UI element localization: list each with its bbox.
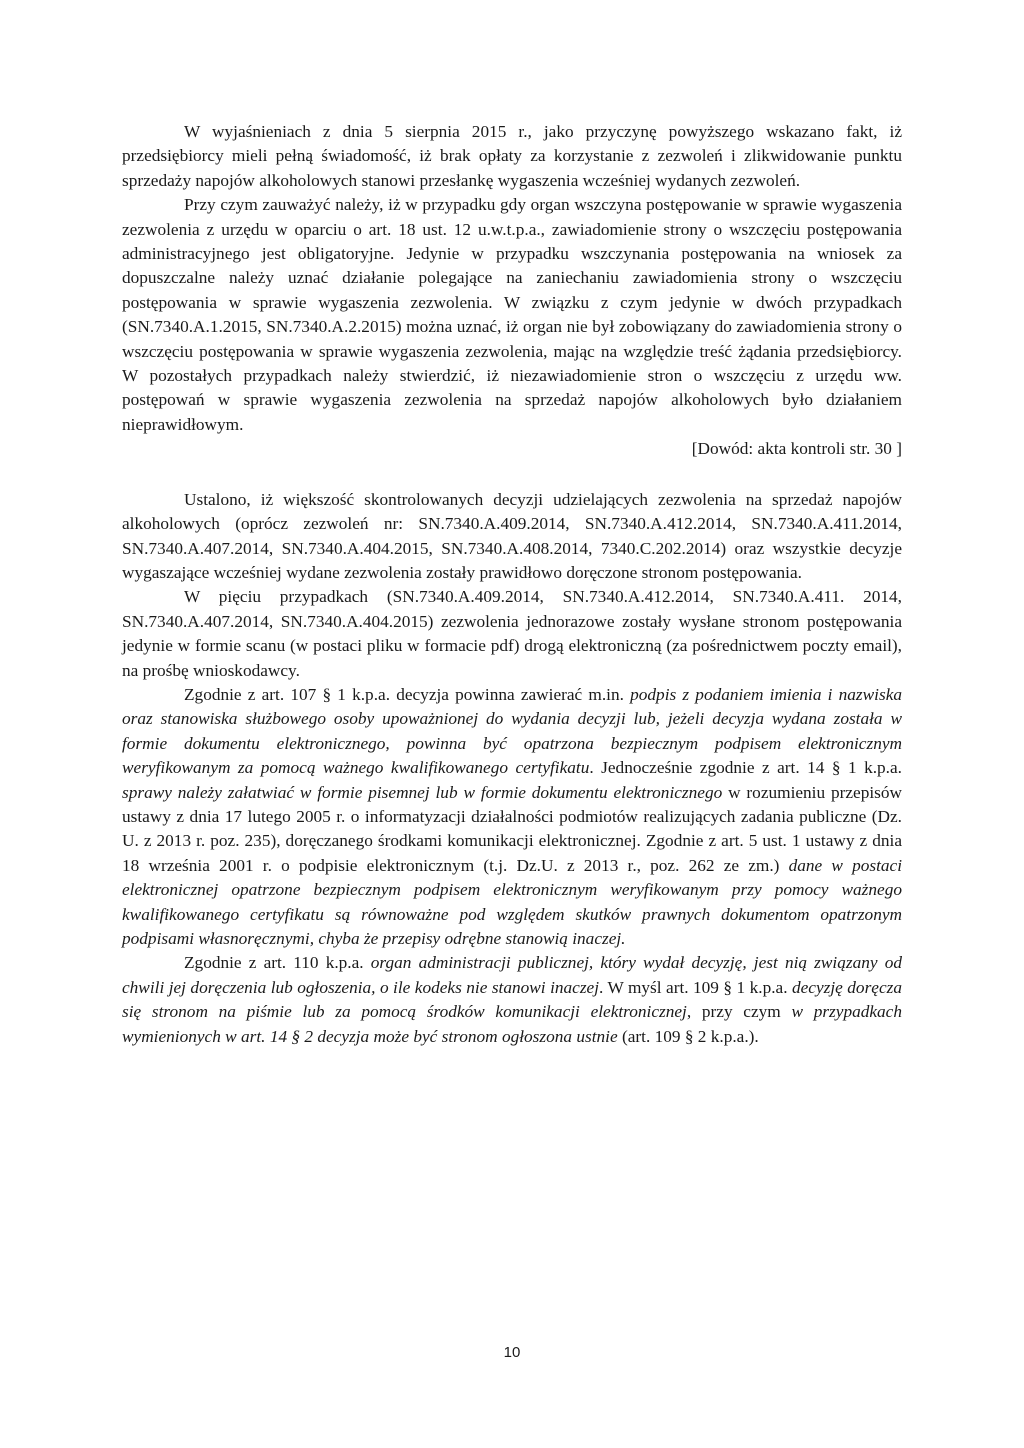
evidence-reference — [122, 437, 902, 461]
quoted-legal-text: organ administracji publicznej, który wydał decyzję, jest nią związany od chwili jej doręczenia lub ogłoszenia, o ile kodeks nie stanowi inaczej — [122, 953, 902, 997]
text-run: Przy czym zauważyć należy, iż w przypadku gdy organ wszczyna postępowanie w sprawie wygaszenia zezwolenia z urzędu w oparciu o art. 18 ust. 12 u.w.t.p.a., zawiadomienie strony o wszczęciu postępowania administracyjnego jest obligatoryjne. Jedynie w przypadku wszczynania postępowania na wniosek za dopuszczalne należy uznać działanie polegające na zaniechaniu zawiadomienia strony o wszczęciu postępowania w sprawie wygaszenia zezwolenia. W związku z czym jedynie w dwóch przypadkach (SN.7340.A.1.2015, SN.7340.A.2.2015) można uznać, iż organ nie był zobowiązany do zawiadomienia strony o wszczęciu postępowania w sprawie wygaszenia zezwolenia, mając na względzie treść żądania przedsiębiorcy. W pozostałych przypadkach należy stwierdzić, iż niezawiadomienie stron o wszczęciu z urzędu ww. postępowań w sprawie wygaszenia zezwolenia na sprzedaż napojów alkoholowych było działaniem nieprawidłowym. — [122, 195, 902, 434]
quoted-legal-text: podpis z podaniem imienia i nazwiska oraz stanowiska służbowego osoby upoważnionej do wydania decyzji lub, jeżeli decyzja wydana została w formie dokumentu elektronicznego, powinna być opatrzona bezpiecznym podpisem elektronicznym weryfikowanym za pomocą ważnego kwalifikowanego certyfikatu — [122, 684, 903, 778]
quoted-legal-text: dane w postaci elektronicznej opatrzone bezpiecznym podpisem elektronicznym weryfikowanym przy pomocy ważnego kwalifikowanego certyfikatu są równoważne pod względem skutków prawnych dokumentom opatrzonym podpisami własnoręcznymi, chyba że przepisy odrębne stanowią inaczej. — [122, 855, 902, 948]
paragraph — [122, 488, 902, 586]
text-run: Zgodnie z art. 110 k.p.a. — [184, 953, 371, 973]
document-body — [122, 120, 902, 1049]
text-run: . Jednocześnie zgodnie z art. 14 § 1 k.p.a. — [589, 758, 902, 778]
text-run: w rozumieniu przepisów ustawy z dnia 17 lutego 2005 r. o informatyzacji działalności podmiotów realizujących zadania publiczne (Dz. U. z 2013 r. poz. 235), doręczanego środkami komunikacji elektronicznej. Zgodnie z art. 5 ust. 1 ustawy z dnia 18 września 2001 r. o podpisie elektronicznym (t.j. Dz.U. z 2013 r., poz. 262 ze zm.) — [122, 782, 902, 875]
text-run: (art. 109 § 2 k.p.a.). — [617, 1026, 759, 1046]
quoted-legal-text: sprawy należy załatwiać w formie pisemnej lub w formie dokumentu elektronicznego — [122, 782, 723, 802]
text-run: W pięciu przypadkach (SN.7340.A.409.2014, SN.7340.A.412.2014, SN.7340.A.411. 2014, SN.7340.A.407.2014, SN.7340.A.404.2015) zezwolenia jednorazowe zostały wysłane stronom postępowania jedynie w formie scanu (w postaci pliku w formacie pdf) drogą elektroniczną (za pośrednictwem poczty email), na prośbę wnioskodawcy. — [122, 587, 902, 680]
quoted-legal-text: w przypadkach wymienionych w art. 14 § 2 decyzja może być stronom ogłoszona ustnie — [122, 1002, 902, 1046]
text-run: , przy czym — [686, 1002, 792, 1022]
text-run: W wyjaśnieniach z dnia 5 sierpnia 2015 r., jako przyczynę powyższego wskazano fakt, iż przedsiębiorcy mieli pełną świadomość, iż brak opłaty za korzystanie z zezwoleń i zlikwidowanie punktu sprzedaży napojów alkoholowych stanowi przesłankę wygaszenia wcześniej wydanych zezwoleń. — [122, 122, 902, 190]
paragraph — [122, 683, 902, 951]
quoted-legal-text: decyzję doręcza się stronom na piśmie lub za pomocą środków komunikacji elektronicznej — [122, 977, 903, 1022]
text-run: [Dowód: akta kontroli str. 30 ] — [691, 439, 902, 459]
paragraph-spacer — [122, 462, 902, 488]
paragraph — [122, 193, 902, 437]
paragraph — [122, 120, 902, 193]
paragraph — [122, 951, 902, 1049]
page-number: 10 — [503, 1344, 521, 1361]
paragraph — [122, 585, 902, 683]
text-run: . W myśl art. 109 § 1 k.p.a. — [599, 977, 792, 997]
text-run: Zgodnie z art. 107 § 1 k.p.a. decyzja powinna zawierać m.in. — [184, 684, 631, 704]
text-run: Ustalono, iż większość skontrolowanych decyzji udzielających zezwolenia na sprzedaż napojów alkoholowych (oprócz zezwoleń nr: SN.7340.A.409.2014, SN.7340.A.412.2014, SN.7340.A.411.2014, SN.7340.A.407.2014, SN.7340.A.404.2015, SN.7340.A.408.2014, 7340.C.202.2014) oraz wszystkie decyzje wygaszające wcześniej wydane zezwolenia zostały prawidłowo doręczone stronom postępowania. — [122, 489, 902, 582]
